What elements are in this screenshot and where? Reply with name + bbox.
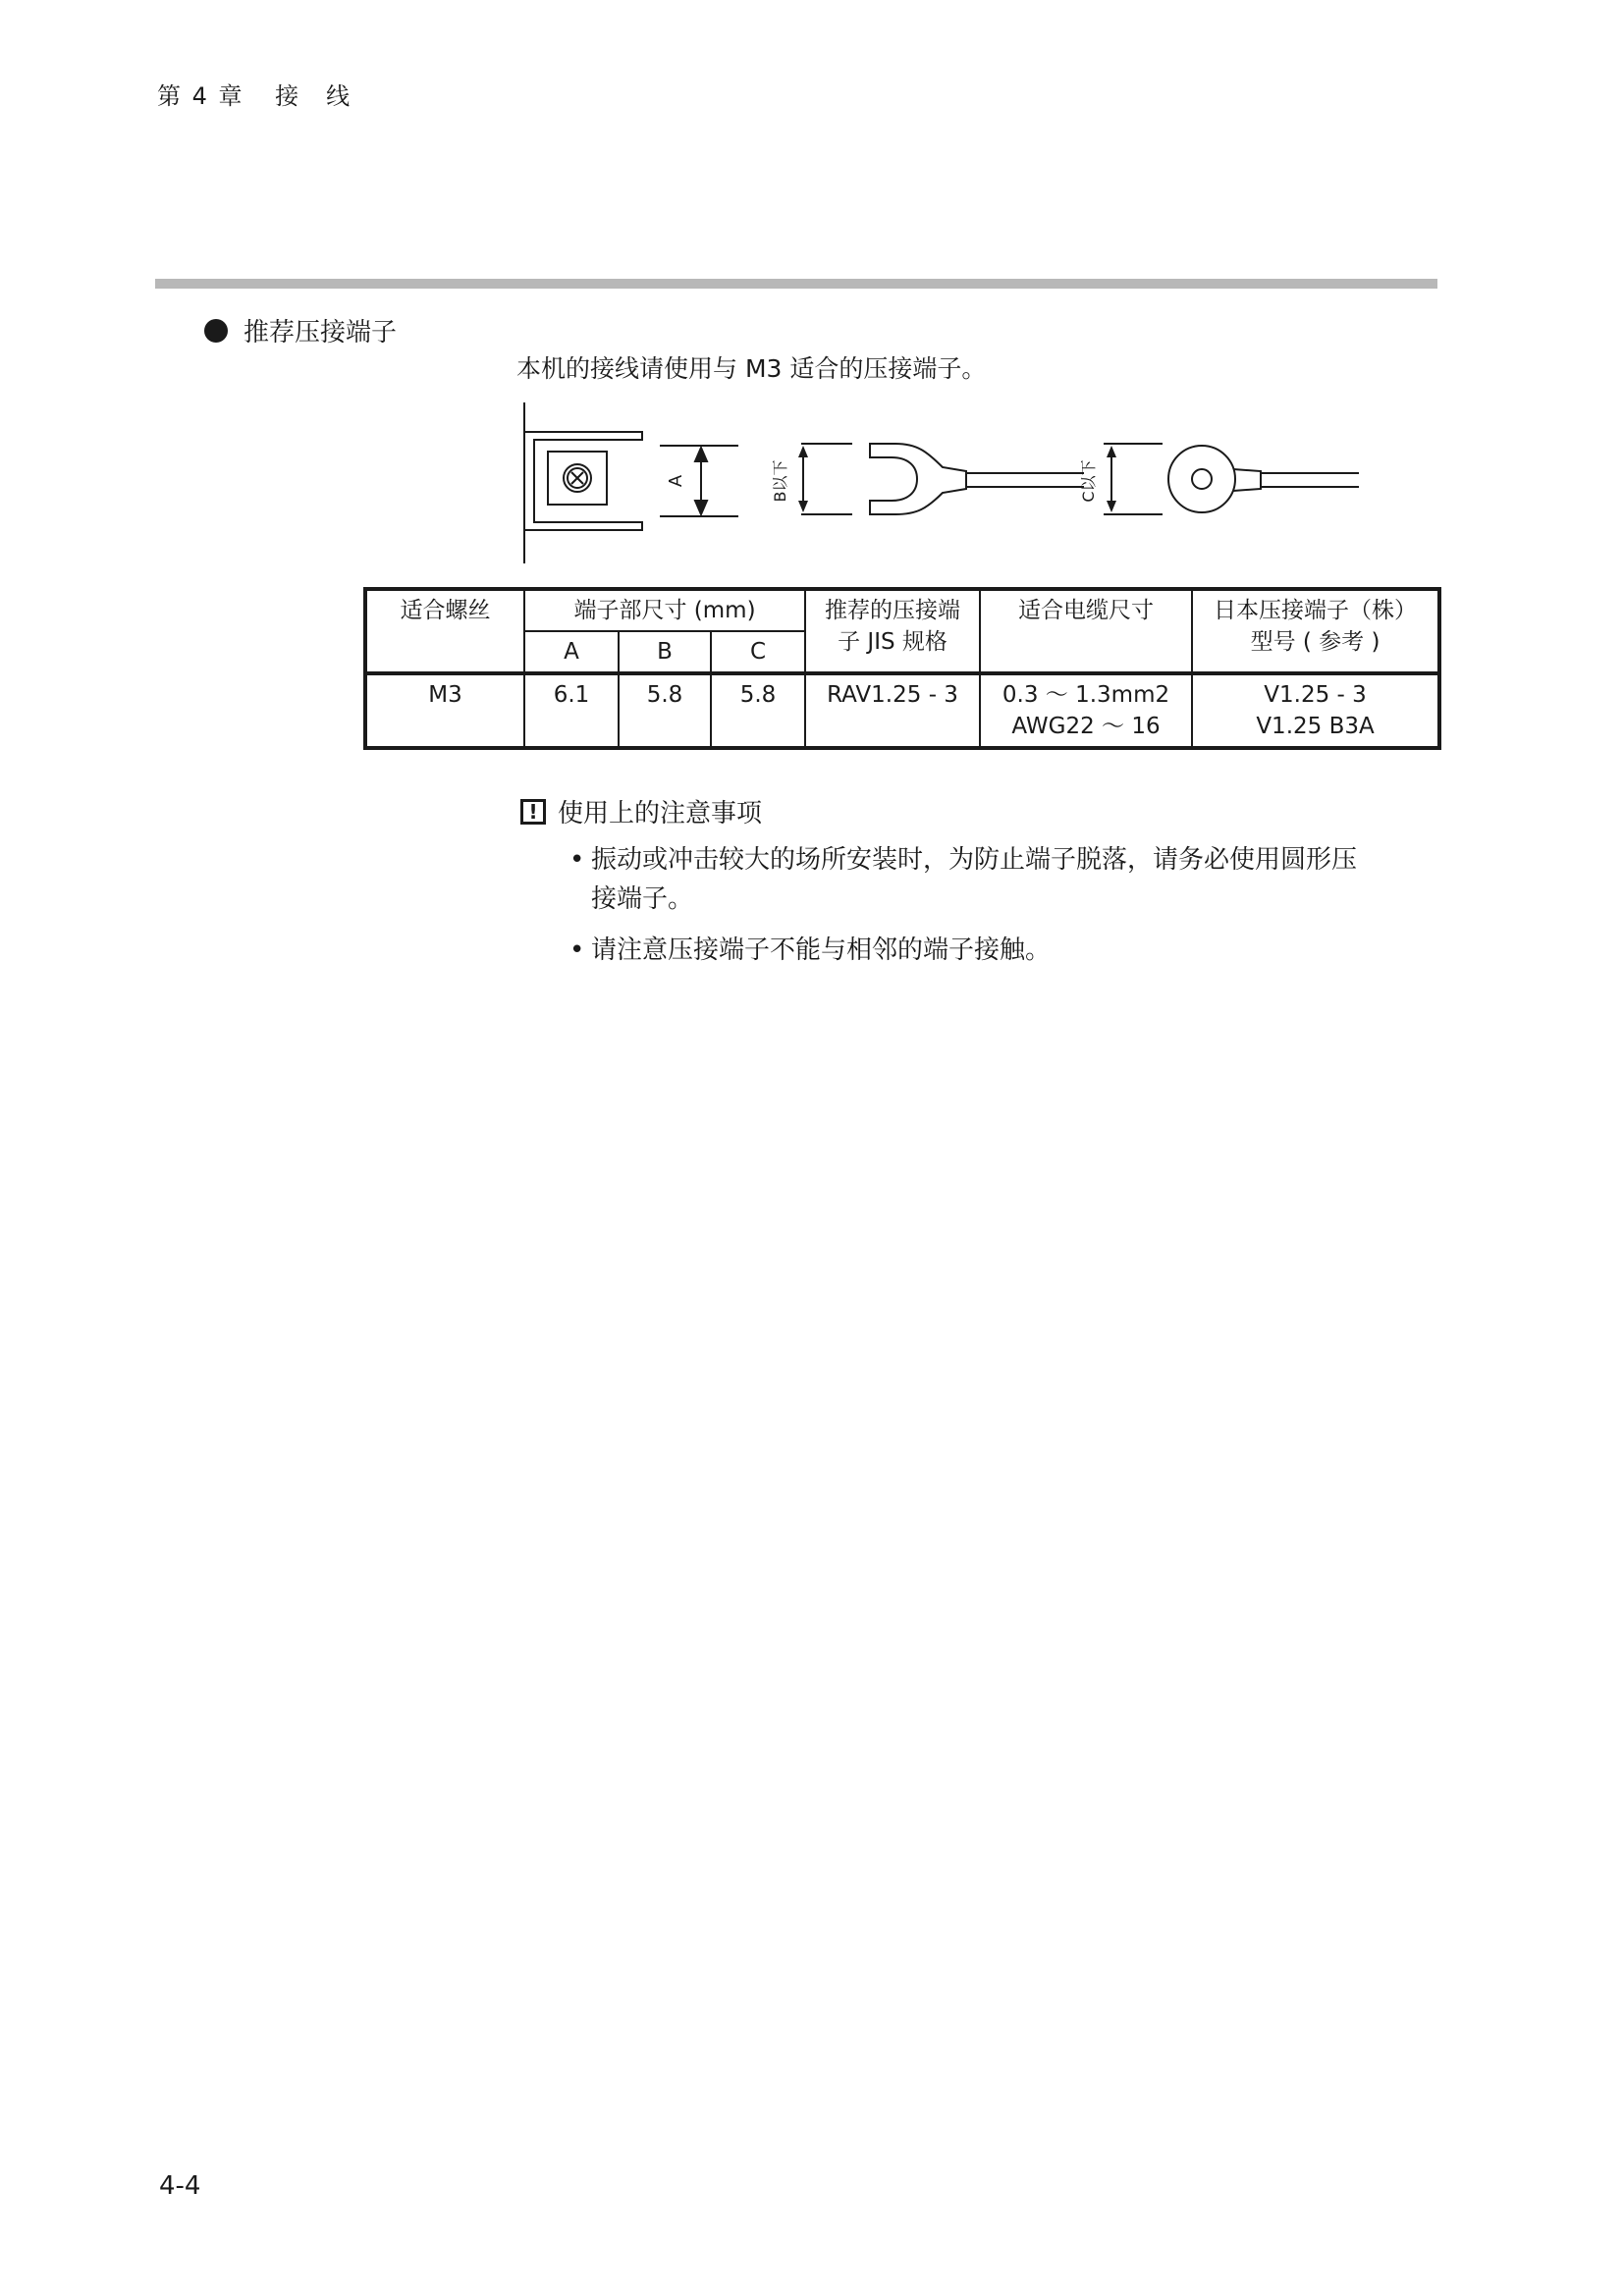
intro-text: 本机的接线请使用与 M3 适合的压接端子。 [516,354,987,383]
header-b: B [619,631,711,673]
header-jis-line2: 子 JIS 规格 [838,629,947,655]
list-bullet: • [569,845,585,875]
header-jis-line1: 推荐的压接端 [825,598,961,623]
cell-cable-line2: AWG22 ～ 16 [1011,714,1161,739]
table-header-row [365,589,1439,631]
notice-heading [520,793,762,829]
section-title: 推荐压接端子 [244,318,398,347]
cell-a: 6.1 [524,673,619,748]
table-row [365,673,1439,748]
cell-jis: RAV1.25 - 3 [805,673,980,748]
chapter-header [157,77,373,111]
section-divider [155,279,1437,289]
terminal-block-drawing [524,402,642,563]
fork-terminal-drawing [801,444,1084,514]
note-text-line1: 振动或冲击较大的场所安装时，为防止端子脱落，请务必使用圆形压 [591,845,1358,875]
chapter-title: 接 线 [275,82,352,110]
note-text-line2: 接端子。 [591,884,694,914]
label-c: C以下 [1079,459,1098,503]
header-a: A [524,631,619,673]
cell-b: 5.8 [619,673,711,748]
header-jis [805,589,980,673]
terminal-spec-table [363,587,1441,750]
note-text-line1: 请注意压接端子不能与相邻的端子接触。 [591,935,1052,965]
cell-japan [1192,673,1439,748]
warning-icon: ! [520,799,546,825]
label-b: B以下 [771,459,789,503]
header-japan [1192,589,1439,673]
cell-japan-line2: V1.25 B3A [1256,714,1375,739]
header-japan-line1: 日本压接端子（株） [1214,598,1418,623]
header-c: C [711,631,805,673]
list-bullet: • [569,935,585,965]
header-screw: 适合螺丝 [365,589,524,673]
page-number: 4-4 [159,2171,201,2201]
notice-list [569,840,1443,982]
bullet-icon [204,319,228,343]
cell-cable-line1: 0.3 ～ 1.3mm2 [1001,682,1170,708]
ring-terminal-drawing [1104,444,1359,514]
cell-japan-line1: V1.25 - 3 [1264,682,1367,708]
chapter-number: 第 4 章 [157,82,244,110]
header-japan-line2: 型号 ( 参考 ) [1250,629,1380,655]
header-cable: 适合电缆尺寸 [980,589,1192,673]
label-a: A [666,474,685,488]
section-heading [204,312,397,348]
notice-title: 使用上的注意事项 [558,799,763,828]
cell-screw: M3 [365,673,524,748]
list-item [569,931,1443,970]
cell-cable [980,673,1192,748]
terminal-diagram [514,399,1379,567]
list-item [569,840,1443,919]
cell-c: 5.8 [711,673,805,748]
header-dims: 端子部尺寸 (mm) [524,589,805,631]
